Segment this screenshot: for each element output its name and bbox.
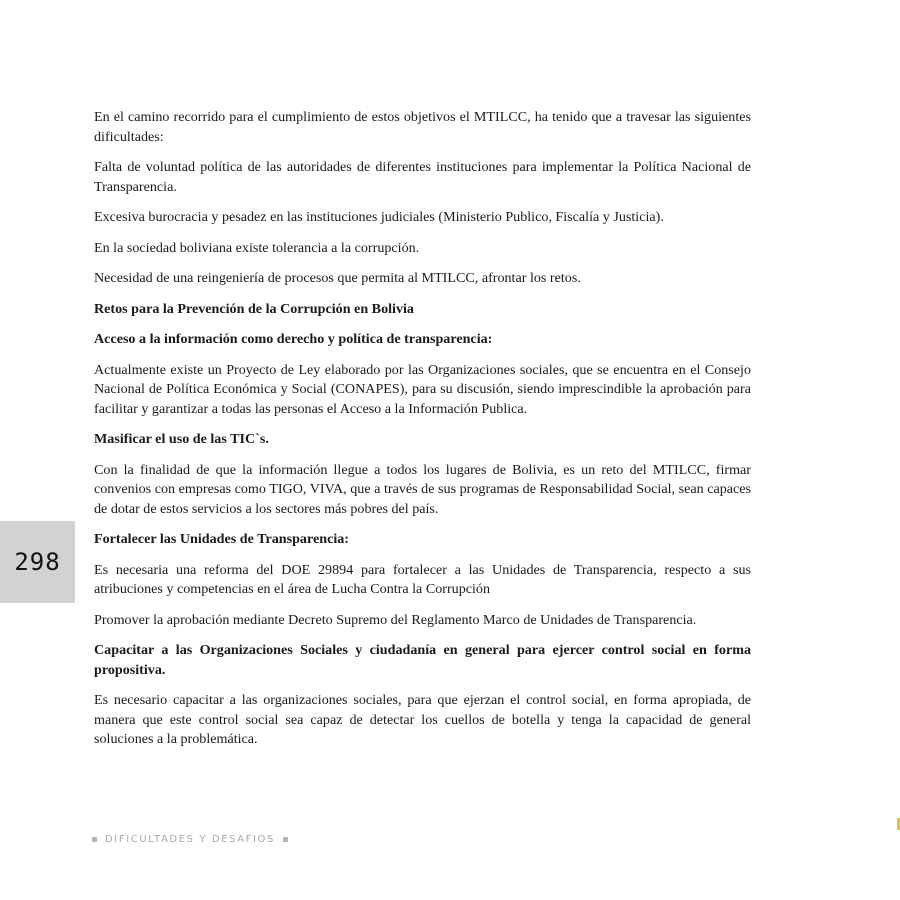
paragraph: Necesidad de una reingeniería de procesos que permita al MTILCC, afrontar los retos. [94,270,581,286]
section-heading: Acceso a la información como derecho y política de transparencia: [94,331,493,347]
paragraph: En el camino recorrido para el cumplimiento de estos objetivos el MTILCC, ha tenido que a travesar las siguientes dificultades: [94,109,751,145]
paragraph: Es necesario capacitar a las organizaciones sociales, para que ejerzan el control social, en forma apropiada, de manera que este control social sea capaz de detectar los cuellos de botella y tenga la capacidad de general soluciones a la problemática. [94,692,751,747]
paragraph: Es necesaria una reforma del DOE 29894 para fortalecer a las Unidades de Transparencia, respecto a sus atribuciones y competencias en el área de Lucha Contra la Corrupción [94,561,751,597]
page-number-tab [0,521,75,603]
square-bullet-icon [283,837,288,842]
paragraph: Promover la aprobación mediante Decreto Supremo del Reglamento Marco de Unidades de Transparencia. [94,611,697,628]
page-number: 298 [14,548,61,576]
section-heading: Capacitar a las Organizaciones Sociales y ciudadanía en general para ejercer control social en forma propositiva. [94,642,751,678]
section-heading: Retos para la Prevención de la Corrupción en Bolivia [94,300,414,317]
square-bullet-icon [92,837,97,842]
running-footer [92,834,288,845]
paragraph: Con la finalidad de que la información llegue a todos los lugares de Bolivia, es un reto del MTILCC, firmar convenios con empresas como TIGO, VIVA, que a través de sus programas de Responsabilidad Social, sean capaces de dotar de estos servicios a los sectores más pobres del país. [94,461,751,517]
paragraph: Actualmente existe un Proyecto de Ley elaborado por las Organizaciones sociales, que se encuentra en el Consejo Nacional de Política Económica y Social (CONAPES), para su discusión, siendo imprescindible la aprobación para facilitar y garantizar a todas las personas el Acceso a la Información Publica. [94,361,751,417]
footer-title: DIFICULTADES Y DESAFIOS [105,834,275,845]
section-heading: Masificar el uso de las TIC`s. [94,431,269,447]
paragraph: En la sociedad boliviana existe tolerancia a la corrupción. [94,239,420,256]
section-heading: Fortalecer las Unidades de Transparencia: [94,531,349,547]
paragraph: Excesiva burocracia y pesadez en las instituciones judiciales (Ministerio Publico, Fiscalía y Justicia). [94,209,664,225]
paragraph: Falta de voluntad política de las autoridades de diferentes instituciones para implementar la Política Nacional de Transparencia. [94,159,751,195]
document-body [94,108,751,761]
